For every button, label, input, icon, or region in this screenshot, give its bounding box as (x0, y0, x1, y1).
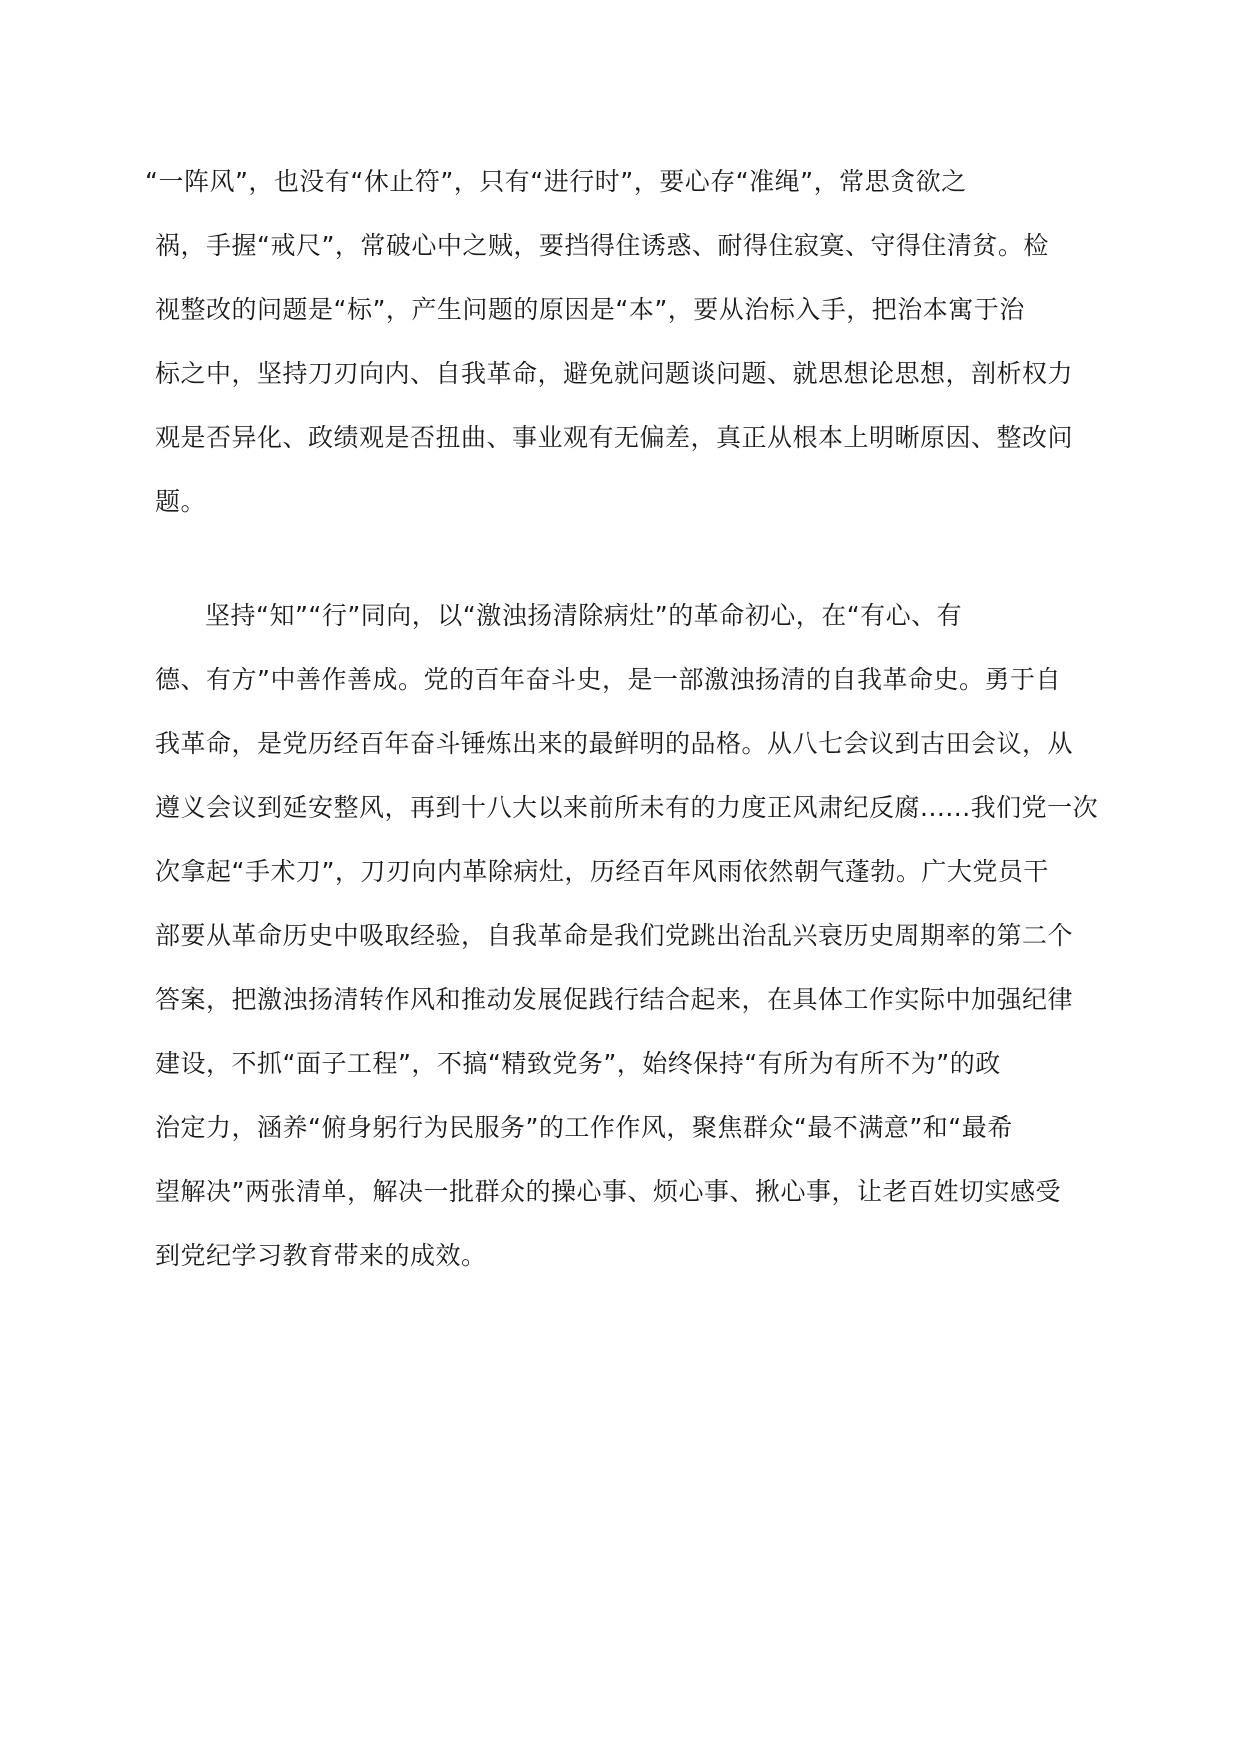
paragraph-1-line: “一阵风”，也没有“休止符”，只有“进行时”，要心存“准绳”，常思贪欲之 (145, 167, 967, 196)
paragraph-2-line: 德、有方”中善作善成。党的百年奋斗史，是一部激浊扬清的自我革命史。勇于自 (155, 665, 1061, 694)
paragraph-2-line: 到党纪学习教育带来的成效。 (155, 1241, 487, 1270)
paragraph-2-line: 部要从革命历史中吸取经验，自我革命是我们党跳出治乱兴衰历史周期率的第二个 (155, 921, 1074, 950)
paragraph-2-line: 坚持“知”“行”同向，以“激浊扬清除病灶”的革命初心，在“有心、有 (205, 601, 963, 630)
paragraph-1-line: 祸，手握“戒尺”，常破心中之贼，要挡得住诱惑、耐得住寂寞、守得住清贫。检 (155, 231, 1049, 260)
paragraph-1-line: 题。 (155, 487, 207, 516)
paragraph-2-line: 建设，不抓“面子工程”，不搞“精致党务”，始终保持“有所为有所不为”的政 (155, 1049, 1001, 1078)
paragraph-2-line: 遵义会议到延安整风，再到十八大以来前所未有的力度正风肃纪反腐......我们党一次 (155, 793, 1099, 822)
paragraph-2-line: 次拿起“手术刀”，刀刃向内革除病灶，历经百年风雨依然朝气蓬勃。广大党员干 (155, 857, 1049, 886)
paragraph-2-line: 治定力，涵养“俯身躬行为民服务”的工作作风，聚焦群众“最不满意”和“最希 (155, 1113, 1013, 1142)
paragraph-2-line: 答案，把激浊扬清转作风和推动发展促践行结合起来，在具体工作实际中加强纪律 (155, 985, 1074, 1014)
paragraph-2-line: 我革命，是党历经百年奋斗锤炼出来的最鲜明的品格。从八七会议到古田会议，从 (155, 729, 1074, 758)
paragraph-2-line: 望解决”两张清单，解决一批群众的操心事、烦心事、揪心事，让老百姓切实感受 (155, 1177, 1061, 1206)
paragraph-1-line: 标之中，坚持刀刃向内、自我革命，避免就问题谈问题、就思想论思想，剖析权力 (155, 359, 1074, 388)
paragraph-1-line: 观是否异化、政绩观是否扭曲、事业观有无偏差，真正从根本上明晰原因、整改问 (155, 423, 1074, 452)
paragraph-1-line: 视整改的问题是“标”，产生问题的原因是“本”，要从治标入手，把治本寓于治 (155, 295, 1025, 324)
